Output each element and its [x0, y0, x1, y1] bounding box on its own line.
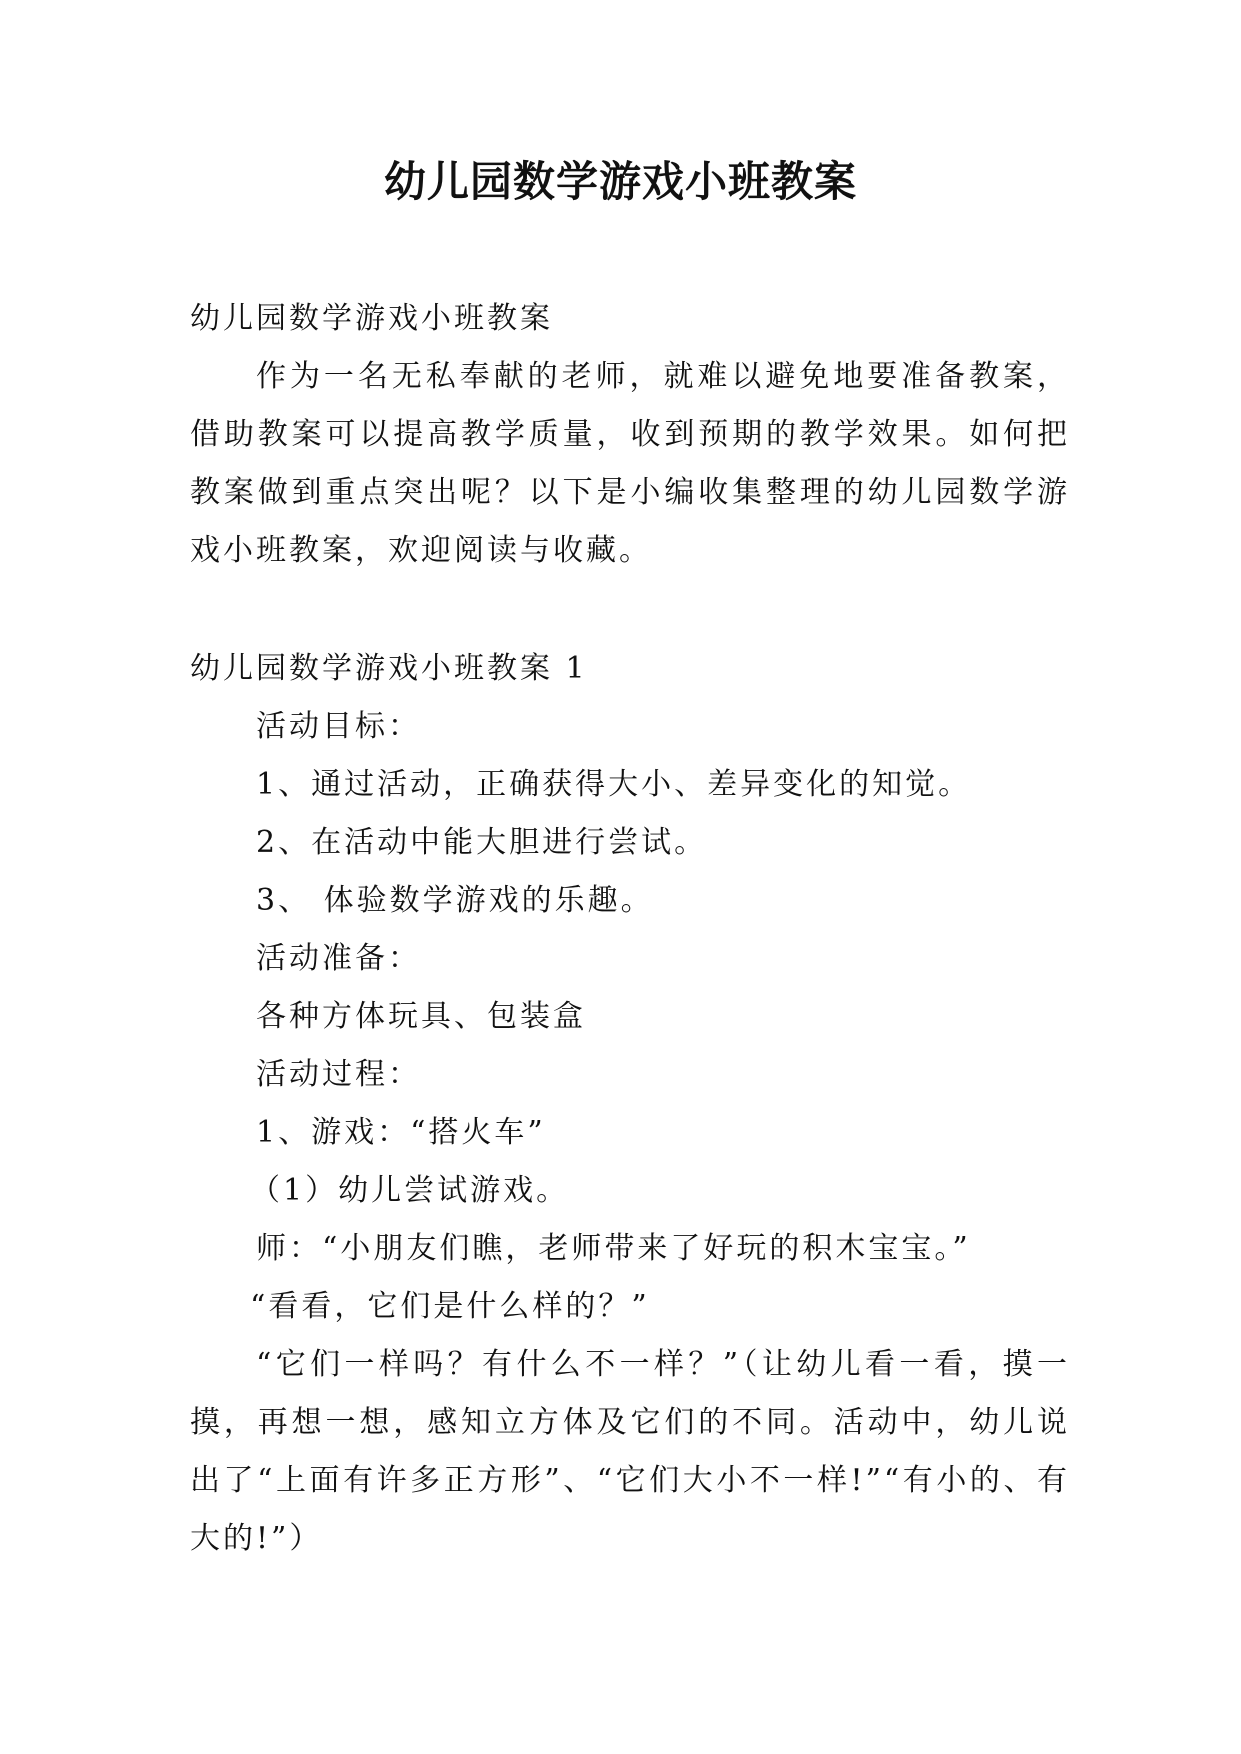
step-title: （1）幼儿尝试游戏。	[250, 1173, 570, 1208]
question-line: “看看，它们是什么样的？”	[250, 1289, 650, 1324]
document-title: 幼儿园数学游戏小班教案	[383, 157, 857, 206]
goal-item: 1、通过活动，正确获得大小、差异变化的知觉。	[256, 767, 972, 802]
section-spacer	[190, 580, 1070, 640]
teacher-line: 师：“小朋友们瞧，老师带来了好玩的积木宝宝。”	[256, 1231, 971, 1266]
prep-content: 各种方体玩具、包装盒	[256, 999, 586, 1034]
game-title: 1、游戏：“搭火车”	[256, 1115, 546, 1150]
prep-label: 活动准备：	[256, 941, 421, 976]
goal-label: 活动目标：	[256, 709, 421, 744]
intro-paragraph: 作为一名无私奉献的老师，就难以避免地要准备教案，借助教案可以提高教学质量，收到预期的教学效果。如何把教案做到重点突出呢？以下是小编收集整理的幼儿园数学游戏小班教案，欢迎阅读与收藏。	[190, 359, 1070, 568]
question-paragraph: “它们一样吗？有什么不一样？”（让幼儿看一看，摸一摸，再想一想，感知立方体及它们的不同。活动中，幼儿说出了“上面有许多正方形”、“它们大小不一样!”“有小的、有大的!”）	[190, 1347, 1070, 1556]
goal-item: 2、在活动中能大胆进行尝试。	[256, 825, 708, 860]
document-subtitle: 幼儿园数学游戏小班教案	[190, 301, 553, 336]
goal-item: 3、 体验数学游戏的乐趣。	[256, 883, 654, 918]
document-body	[190, 290, 1070, 1568]
process-label: 活动过程：	[256, 1057, 421, 1092]
section-heading: 幼儿园数学游戏小班教案 1	[190, 651, 588, 686]
